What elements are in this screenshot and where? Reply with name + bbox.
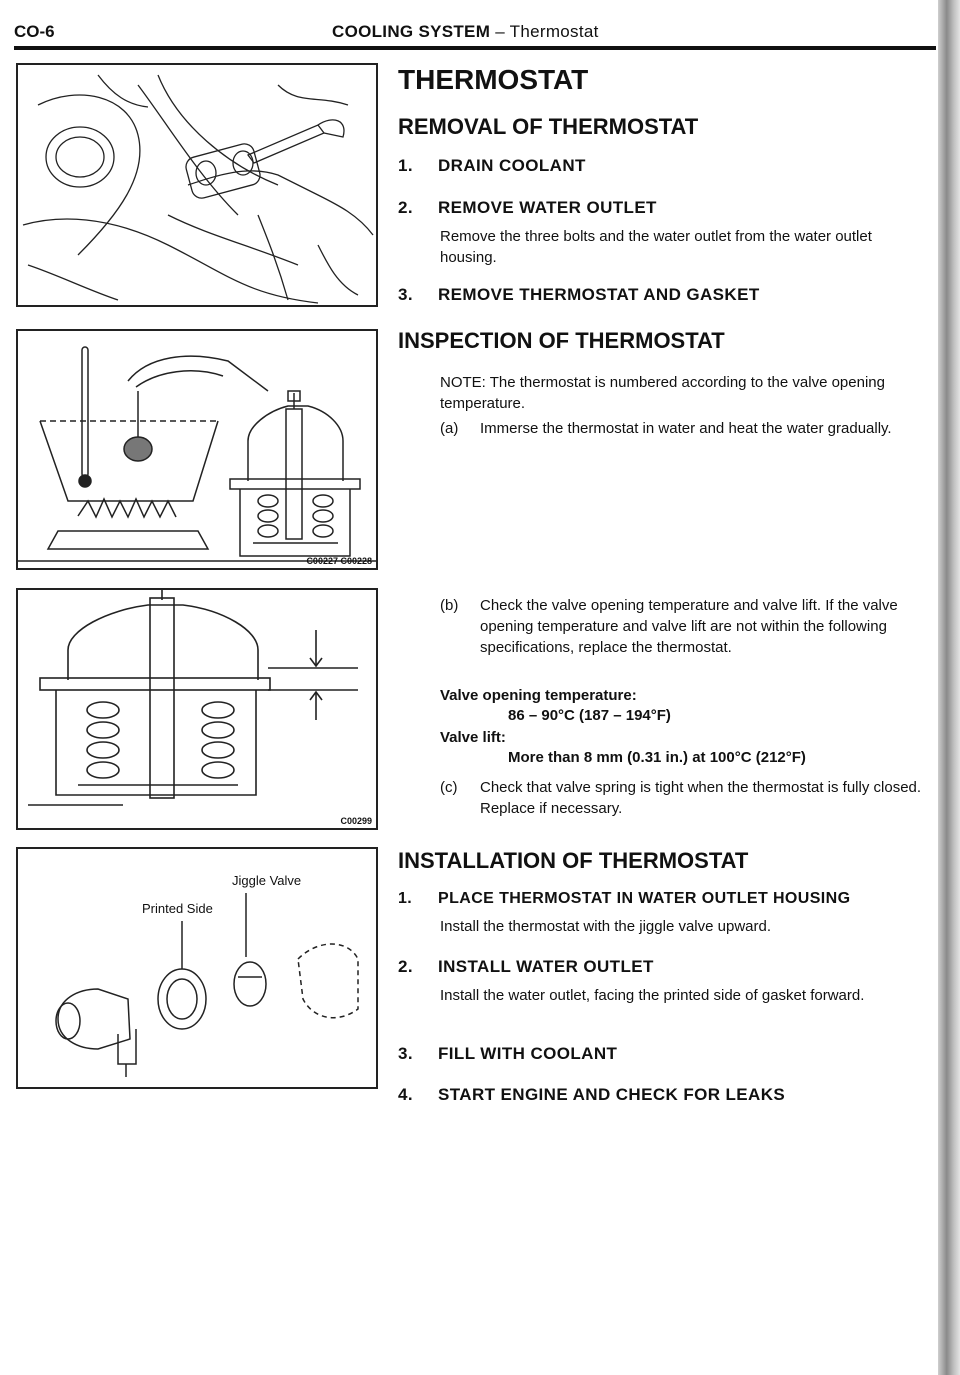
inspection-heading: INSPECTION OF THERMOSTAT	[398, 328, 725, 353]
step-title: INSTALL WATER OUTLET	[438, 957, 654, 976]
inspection-step-c	[440, 777, 935, 819]
removal-step-1	[398, 156, 586, 176]
figure-valve-lift	[16, 588, 378, 830]
sub-text: Immerse the thermostat in water and heat the water gradually.	[480, 420, 892, 437]
removal-heading: REMOVAL OF THERMOSTAT	[398, 114, 699, 139]
step-title: PLACE THERMOSTAT IN WATER OUTLET HOUSING	[438, 890, 851, 907]
spec-value: More than 8 mm (0.31 in.) at 100°C (212°F)	[508, 749, 806, 766]
installation-heading: INSTALLATION OF THERMOSTAT	[398, 848, 749, 873]
installation-step-1	[398, 890, 850, 908]
spec-label: Valve lift:	[440, 729, 506, 746]
step-number: 4.	[398, 1085, 413, 1104]
inspection-step-a	[440, 418, 930, 439]
header-title	[332, 22, 599, 42]
step-title: DRAIN COOLANT	[438, 156, 586, 175]
figure-installation	[16, 847, 378, 1089]
figure-removal-illustration	[16, 63, 378, 307]
removal-step-3	[398, 285, 760, 305]
header-rule	[14, 46, 936, 50]
step-number: 3.	[398, 1044, 413, 1063]
removal-step-2-text: Remove the three bolts and the water outlet from the water outlet housing.	[440, 228, 872, 266]
scan-edge	[938, 0, 960, 1375]
spec-value: 86 – 90°C (187 – 194°F)	[508, 707, 671, 724]
installation-step-1-text: Install the thermostat with the jiggle valve upward.	[440, 918, 772, 935]
step-number: 1.	[398, 156, 413, 175]
figure-code: C00227 C00228	[306, 556, 372, 566]
label-jiggle-valve: Jiggle Valve	[232, 873, 302, 888]
installation-step-3	[398, 1044, 617, 1064]
installation-step-2-text: Install the water outlet, facing the printed side of gasket forward.	[440, 987, 865, 1004]
spec-opening-temperature	[440, 686, 930, 726]
step-title: FILL WITH COOLANT	[438, 1044, 618, 1063]
heating-drawing	[18, 331, 376, 568]
page-title: THERMOSTAT	[398, 64, 589, 95]
installation-drawing	[18, 849, 376, 1087]
step-title: START ENGINE AND CHECK FOR LEAKS	[438, 1085, 786, 1104]
label-printed-side: Printed Side	[142, 901, 213, 916]
figure-code: C00299	[340, 816, 372, 826]
removal-drawing	[18, 65, 376, 305]
sub-label: (a)	[440, 420, 459, 437]
figure-thermostat-heating	[16, 329, 378, 570]
step-number: 2.	[398, 198, 413, 217]
step-number: 1.	[398, 890, 413, 907]
step-title: REMOVE WATER OUTLET	[438, 198, 657, 217]
inspection-step-b	[440, 595, 930, 658]
step-number: 3.	[398, 285, 413, 304]
sub-label: (b)	[440, 597, 459, 614]
header-subsection: – Thermostat	[495, 22, 599, 41]
spec-label: Valve opening temperature:	[440, 687, 637, 704]
installation-step-2	[398, 957, 654, 977]
sub-text: Check the valve opening temperature and valve lift. If the valve opening temperature and valve lift are not within the following specifications, replace the thermostat.	[480, 597, 898, 656]
header-section: COOLING SYSTEM	[332, 22, 491, 41]
page-number: CO-6	[14, 22, 55, 41]
step-number: 2.	[398, 957, 413, 976]
inspection-note: NOTE: The thermostat is numbered according to the valve opening temperature.	[440, 374, 885, 412]
spec-valve-lift	[440, 728, 930, 768]
sub-label: (c)	[440, 779, 458, 796]
removal-step-2	[398, 198, 657, 218]
installation-step-4	[398, 1085, 785, 1105]
sub-text: Check that valve spring is tight when the thermostat is fully closed. Replace if necessary.	[480, 779, 922, 817]
step-title: REMOVE THERMOSTAT AND GASKET	[438, 285, 760, 304]
valve-lift-drawing	[18, 590, 376, 828]
